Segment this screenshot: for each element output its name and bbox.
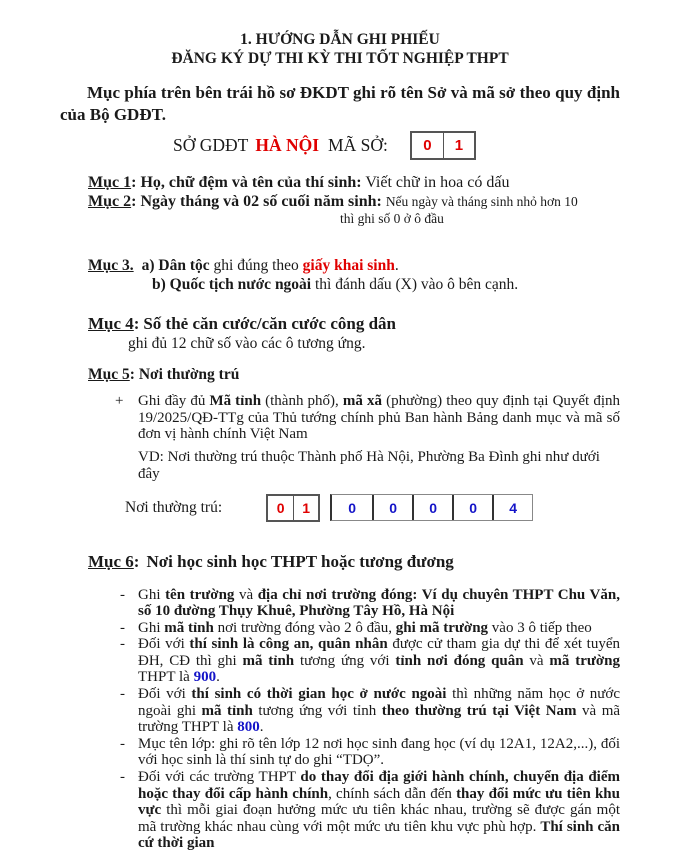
- text-segment: tên trường: [165, 587, 234, 603]
- bullet-marker: -: [120, 587, 125, 604]
- text-segment: và mã trường THPT là: [138, 703, 620, 736]
- muc2-line: [88, 192, 620, 226]
- so-name: HÀ NỘI: [255, 135, 319, 156]
- muc3-a-bold: a) Dân tộc: [142, 257, 210, 274]
- vd-example-line: VD: Nơi thường trú thuộc Thành phố Hà Nội, Phường Ba Đình ghi như dưới đây: [88, 449, 620, 483]
- muc1-colon: :: [131, 174, 136, 191]
- page-title-line1: 1. HƯỚNG DẪN GHI PHIẾU: [60, 30, 620, 49]
- section-muc-1-2: [60, 173, 620, 226]
- text-segment: mã tỉnh: [242, 653, 294, 669]
- muc6-bullet-3: [88, 636, 620, 686]
- text-segment: thì mỗi giai đoạn hưởng mức ưu tiên khác nhau, trường sẽ được gán một mã trường khác nhau cùng với một mức ưu tiên khu vực phù hợp.: [138, 802, 620, 835]
- muc3-red-text: giấy khai sinh: [303, 257, 395, 274]
- section-muc4: [60, 313, 620, 353]
- muc1-label: Mục 1: [88, 174, 131, 191]
- muc2-note-line2: thì ghi số 0 ở ô đầu: [340, 211, 620, 226]
- text-segment: được cử tham gia dự thi để xét tuyển ĐH, CĐ thì ghi: [138, 636, 620, 669]
- muc1-line: [88, 173, 620, 192]
- so-gddt-row: [60, 131, 620, 160]
- text-segment: thì đánh dấu (X) vào ô bên cạnh.: [311, 276, 518, 293]
- muc6-title: Nơi học sinh học THPT hoặc tương đương: [146, 552, 453, 571]
- so-code-box: [410, 131, 476, 160]
- text-segment: tương ứng với tỉnh: [253, 703, 382, 719]
- text-segment: mã trường: [549, 653, 620, 669]
- muc6-colon: :: [134, 552, 140, 571]
- text-segment: Đối với: [138, 636, 189, 652]
- muc3-item-a: [88, 256, 620, 275]
- muc6-bullet-4: [88, 686, 620, 736]
- intro-paragraph: Mục phía trên bên trái hồ sơ ĐKDT ghi rõ tên Sở và mã sở theo quy định của Bộ GDĐT.: [60, 82, 620, 126]
- bullet-marker: -: [120, 736, 125, 753]
- ma-so-label: MÃ SỞ:: [328, 135, 388, 156]
- text-segment: (thành phố),: [261, 393, 343, 409]
- muc2-bold-text: Ngày tháng và 02 số cuối năm sinh:: [140, 193, 381, 210]
- text-segment: thay đổi mức ưu tiên khu vực: [138, 786, 620, 819]
- digit-cell: 0: [412, 133, 443, 158]
- muc6-bullet-list: [88, 587, 620, 852]
- text-segment: , chính sách dẫn đến: [328, 786, 456, 802]
- text-segment: nơi trường đóng vào 2 ô đầu,: [214, 620, 396, 636]
- muc6-bullet-5: [88, 736, 620, 769]
- bullet-marker: -: [120, 636, 125, 653]
- digit-cell: 0: [412, 495, 452, 520]
- text-segment: theo thường trú tại Việt Nam: [382, 703, 577, 719]
- residence-code-row: [88, 494, 620, 522]
- bullet-marker: -: [120, 769, 125, 786]
- text-segment: do thay đổi địa giới hành chính, chuyển địa điểm hoặc thay đổi cấp hành chính: [138, 769, 620, 802]
- section-muc6: [60, 551, 620, 852]
- page-title: [60, 30, 620, 68]
- text-segment: .: [395, 257, 399, 274]
- text-segment: ghi mã trường: [396, 620, 488, 636]
- text-segment: địa chỉ nơi trường đóng: Ví dụ chuyên THPT Chu Văn, số 10 đường Thụy Khuê, Phường Tây Hồ, Hà Nội: [138, 587, 620, 620]
- digit-cell: 1: [293, 496, 318, 520]
- digit-cell: 4: [492, 495, 532, 520]
- muc1-bold-text: Họ, chữ đệm và tên của thí sinh:: [140, 174, 361, 191]
- bullet-marker: -: [120, 686, 125, 703]
- muc6-label: Mục 6: [88, 552, 134, 571]
- muc5-bullet: [88, 393, 620, 443]
- page-title-line2: ĐĂNG KÝ DỰ THI KỲ THI TỐT NGHIỆP THPT: [60, 49, 620, 68]
- text-segment: Đối với các trường THPT: [138, 769, 300, 785]
- muc3-b-bold: b) Quốc tịch nước ngoài: [152, 276, 311, 293]
- section-muc5: [60, 365, 620, 522]
- text-segment: Thí sinh căn cứ thời gian: [138, 819, 620, 852]
- text-segment: Mã tỉnh: [209, 393, 261, 409]
- text-segment: thì những năm học ở nước ngoài ghi: [138, 686, 620, 719]
- text-segment: THPT là: [138, 669, 194, 685]
- muc6-header: [88, 551, 620, 572]
- digit-cell: 0: [372, 495, 412, 520]
- text-segment: tỉnh nơi đóng quân: [395, 653, 523, 669]
- section-muc3: [60, 256, 620, 294]
- ward-code-box: [330, 494, 533, 521]
- muc4-label: Mục 4: [88, 314, 134, 333]
- text-segment: thí sinh có thời gian học ở nước ngoài: [191, 686, 446, 702]
- muc6-bullet-6: [88, 769, 620, 852]
- muc3-item-b: [88, 275, 620, 294]
- school-code-800: 800: [237, 719, 260, 735]
- residence-label: Nơi thường trú:: [125, 499, 222, 517]
- text-segment: ghi đúng theo: [210, 257, 303, 274]
- text-segment: mã xã: [343, 393, 382, 409]
- muc6-bullet-1: [88, 587, 620, 620]
- digit-cell: 0: [452, 495, 492, 520]
- text-segment: .: [216, 669, 220, 685]
- province-code-box: [266, 494, 320, 522]
- muc2-note-line1: Nếu ngày và tháng sinh nhỏ hơn 10: [386, 194, 578, 209]
- muc2-label: Mục 2: [88, 193, 131, 210]
- muc2-colon: :: [131, 193, 136, 210]
- muc5-colon: :: [130, 366, 135, 383]
- muc1-normal-text: Viết chữ in hoa có dấu: [365, 174, 509, 191]
- text-segment: mã tỉnh: [164, 620, 214, 636]
- text-segment: Mục tên lớp: ghi rõ tên lớp 12 nơi học sinh đang học (ví dụ 12A1, 12A2,...), đối với học sinh là thí sinh tự do ghi “TDỌ”.: [138, 736, 620, 769]
- text-segment: thí sinh là công an, quân nhân: [189, 636, 387, 652]
- muc5-title: Nơi thường trú: [139, 366, 240, 383]
- bullet-marker: -: [120, 620, 125, 637]
- digit-cell: 0: [332, 495, 372, 520]
- muc3-label: Mục 3.: [88, 257, 134, 274]
- digit-cell: 0: [268, 496, 293, 520]
- muc4-bold-text: Số thẻ căn cước/căn cước công dân: [143, 314, 396, 333]
- text-segment: (phường) theo quy định tại Quyết định 19/2025/QĐ-TTg của Thủ tướng chính phủ Ban hành Bảng danh mục và mã số đơn vị hành chính Việt Nam: [138, 393, 620, 442]
- text-segment: .: [260, 719, 264, 735]
- bullet-marker: +: [115, 393, 123, 410]
- text-segment: vào 3 ô tiếp theo: [488, 620, 592, 636]
- digit-cell: 1: [443, 133, 474, 158]
- muc5-label: Mục 5: [88, 366, 130, 383]
- muc4-header: [88, 313, 620, 335]
- text-segment: Ghi đầy đủ: [138, 393, 209, 409]
- muc6-bullet-2: [88, 620, 620, 637]
- muc4-instruction: ghi đủ 12 chữ số vào các ô tương ứng.: [88, 335, 620, 353]
- text-segment: tương ứng với: [294, 653, 395, 669]
- text-segment: Ghi: [138, 620, 164, 636]
- text-segment: Ghi: [138, 587, 165, 603]
- muc4-colon: :: [134, 314, 140, 333]
- text-segment: Đối với: [138, 686, 191, 702]
- text-segment: và: [234, 587, 257, 603]
- muc5-header: [88, 365, 620, 385]
- so-prefix: SỞ GDĐT: [173, 135, 248, 156]
- school-code-900: 900: [194, 669, 217, 685]
- text-segment: mã tỉnh: [202, 703, 253, 719]
- text-segment: và: [524, 653, 550, 669]
